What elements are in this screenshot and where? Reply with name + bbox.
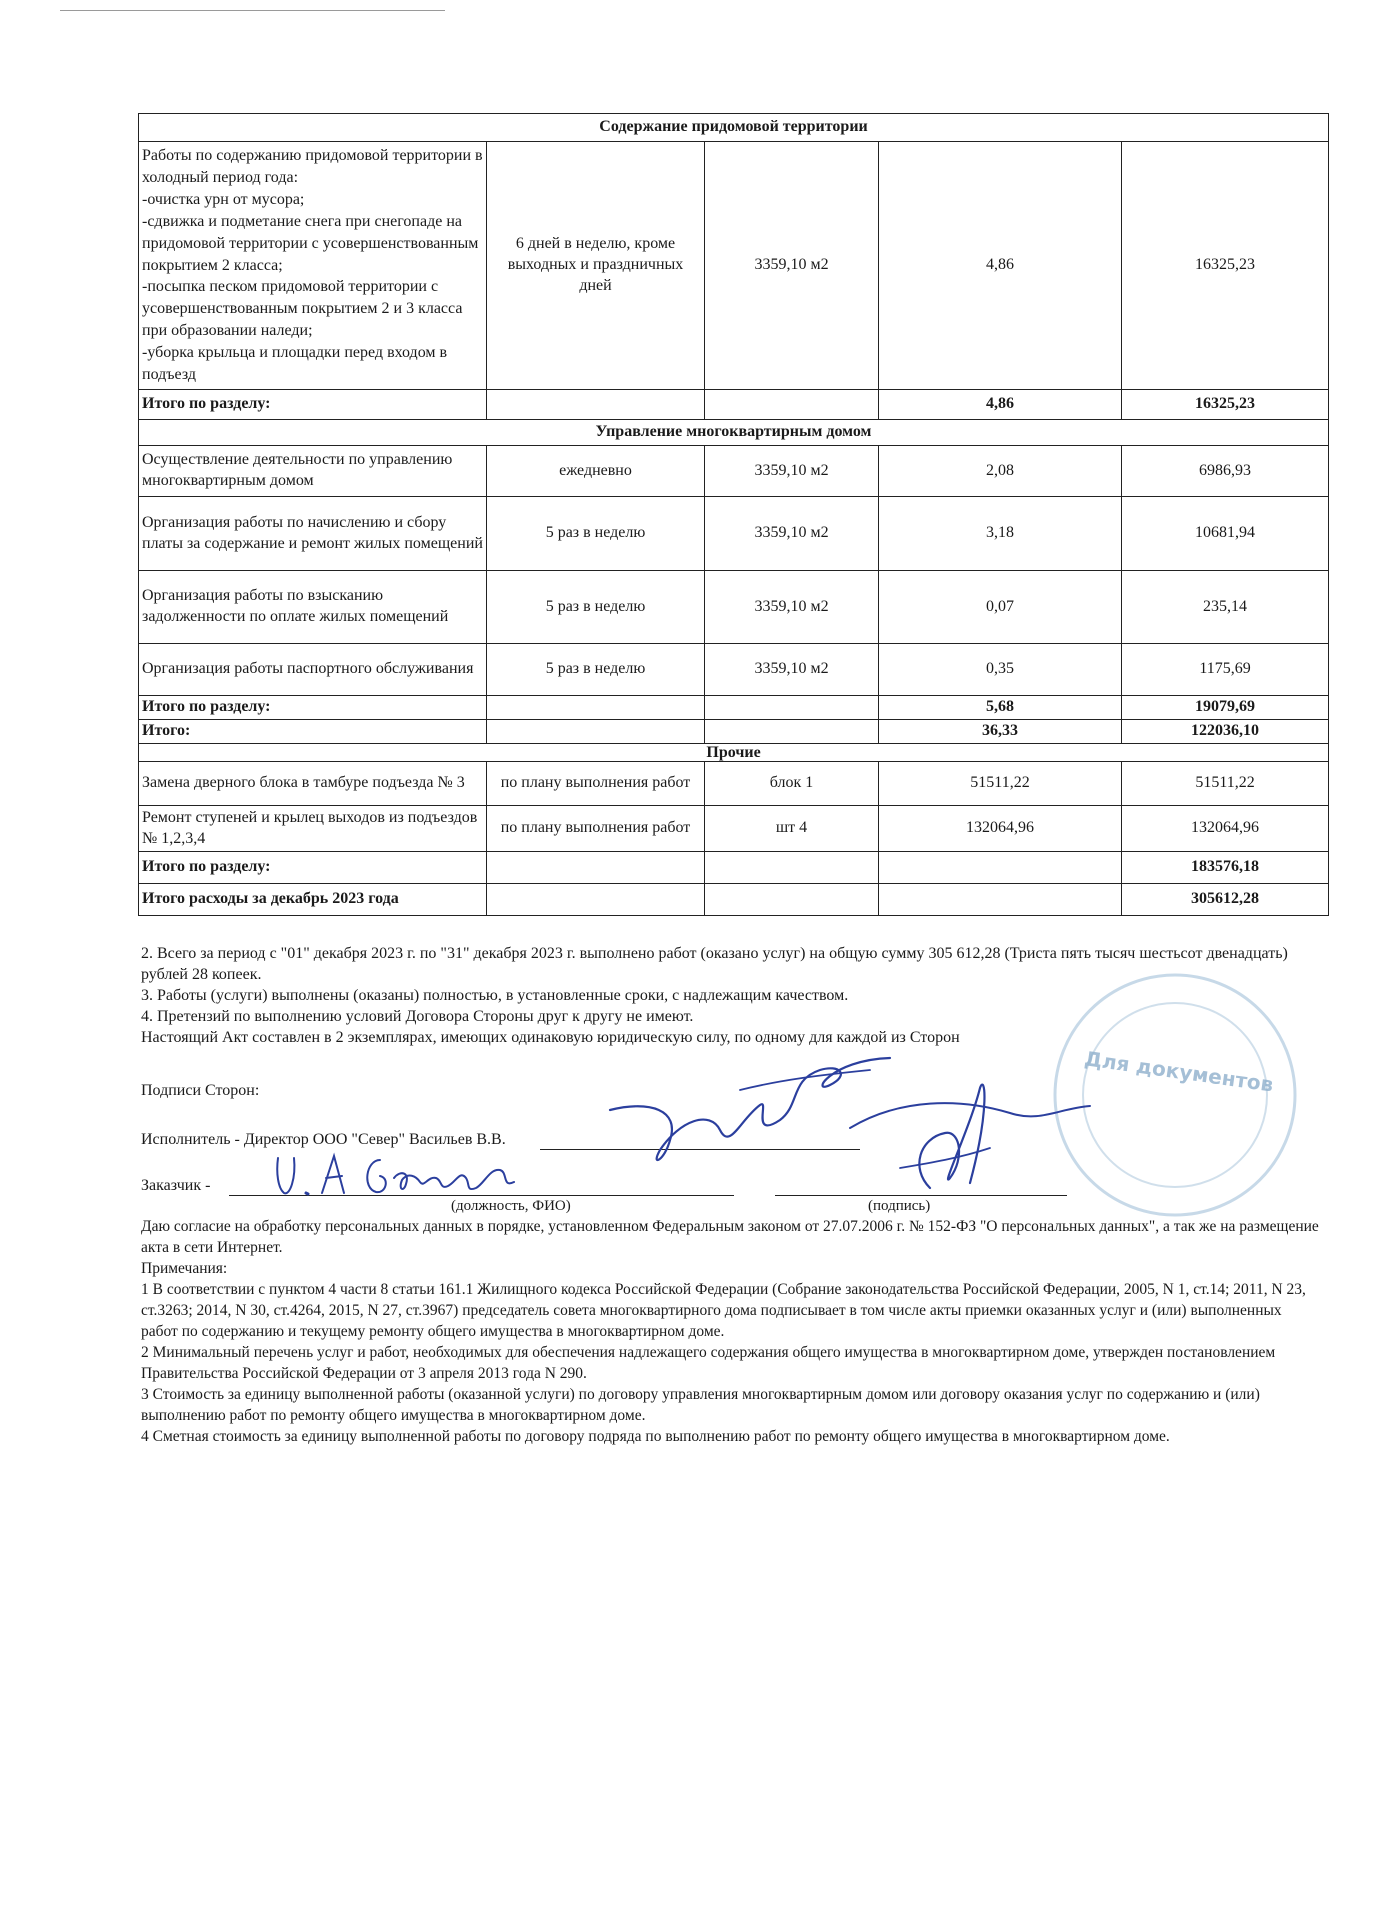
empty-cell: [487, 852, 705, 884]
december-total-label: Итого расходы за декабрь 2023 года: [139, 884, 487, 916]
signatures-heading: Подписи Сторон:: [141, 1082, 260, 1099]
table-row: [139, 762, 1329, 806]
section-header-territory: [139, 114, 1329, 142]
row-sum: 132064,96: [1122, 806, 1329, 852]
row-sum: 51511,22: [1122, 762, 1329, 806]
section-title: Управление многоквартирным домом: [139, 420, 1329, 446]
section-total-row: [139, 696, 1329, 720]
empty-cell: [879, 852, 1122, 884]
row-rate: 51511,22: [879, 762, 1122, 806]
row-description: Работы по содержанию придомовой территории в холодный период года: -очистка урн от мусора; -сдвижка и подметание снега при снегопаде на придомовой территории с усовершенствованным покрытием 2 класса; -посыпка песком придомовой территории с усовершенствованным покрытием 2 и 3 класса при образовании наледи; -уборка крыльца и площадки перед входом в подъезд: [139, 142, 487, 390]
note-item: 4 Сметная стоимость за единицу выполненной работы по договору подряда по выполнению работ по ремонту общего имущества в многоквартирном доме.: [141, 1428, 1170, 1445]
empty-cell: [705, 720, 879, 744]
statement-copies: Настоящий Акт составлен в 2 экземплярах, имеющих одинаковую юридическую силу, по одному для каждой из Сторон: [141, 1029, 960, 1046]
table-row: [139, 497, 1329, 571]
grand-total-rate: 36,33: [879, 720, 1122, 744]
row-frequency: по плану выполнения работ: [487, 806, 705, 852]
total-sum: 19079,69: [1122, 696, 1329, 720]
customer-signature: [840, 1068, 1100, 1198]
table-row: [139, 571, 1329, 644]
statement-quality: 3. Работы (услуги) выполнены (оказаны) полностью, в установленные сроки, с надлежащим качеством.: [141, 987, 849, 1004]
december-total-row: [139, 884, 1329, 916]
row-frequency: 5 раз в неделю: [487, 497, 705, 571]
empty-cell: [705, 852, 879, 884]
row-quantity: 3359,10 м2: [705, 644, 879, 696]
caption-sign: (подпись): [868, 1198, 931, 1214]
note-item: 1 В соответствии с пунктом 4 части 8 статьи 161.1 Жилищного кодекса Российской Федерации (Собрание законодательства Российской Федерации, 2005, N 1, ст.14; 2011, N 23, ст.3263; 2014, N 30, ст.4264, 2015, N 27, ст.3967) председатель совета многоквартирного дома подписывает в том числе акты приемки оказанных услуг и (или) выполненных работ по содержанию и текущему ремонту общего имущества в многоквартирном доме.: [141, 1281, 1306, 1340]
row-description: Организация работы паспортного обслуживания: [139, 644, 487, 696]
table-row: [139, 446, 1329, 497]
total-rate: 5,68: [879, 696, 1122, 720]
scan-edge-line: [60, 10, 445, 11]
table-row: [139, 806, 1329, 852]
total-label: Итого по разделу:: [139, 390, 487, 420]
table-row: [139, 142, 1329, 390]
section-total-row: [139, 852, 1329, 884]
row-quantity: 3359,10 м2: [705, 497, 879, 571]
row-quantity: 3359,10 м2: [705, 446, 879, 497]
notes-block: [141, 1216, 1321, 1447]
row-description: Организация работы по взысканию задолженности по оплате жилых помещений: [139, 571, 487, 644]
row-frequency: 5 раз в неделю: [487, 571, 705, 644]
row-rate: 0,35: [879, 644, 1122, 696]
customer-label: Заказчик -: [141, 1177, 211, 1194]
row-quantity: блок 1: [705, 762, 879, 806]
row-quantity: шт 4: [705, 806, 879, 852]
grand-total-row: [139, 720, 1329, 744]
empty-cell: [705, 390, 879, 420]
section-title: Содержание придомовой территории: [139, 114, 1329, 142]
empty-cell: [487, 720, 705, 744]
grand-total-sum: 122036,10: [1122, 720, 1329, 744]
section-header-management: [139, 420, 1329, 446]
statement-claims: 4. Претензий по выполнению условий Договора Стороны друг к другу не имеют.: [141, 1008, 694, 1025]
empty-cell: [487, 696, 705, 720]
empty-cell: [705, 696, 879, 720]
total-rate: 4,86: [879, 390, 1122, 420]
row-description: Ремонт ступеней и крылец выходов из подъездов № 1,2,3,4: [139, 806, 487, 852]
row-quantity: 3359,10 м2: [705, 142, 879, 390]
row-rate: 3,18: [879, 497, 1122, 571]
row-sum: 10681,94: [1122, 497, 1329, 571]
total-sum: 183576,18: [1122, 852, 1329, 884]
caption-position: (должность, ФИО): [451, 1198, 571, 1214]
empty-cell: [487, 884, 705, 916]
statement-total: 2. Всего за период с "01" декабря 2023 г. по "31" декабря 2023 г. выполнено работ (оказано услуг) на общую сумму 305 612,28 (Триста пять тысяч шестьсот двенадцать) рублей 28 копеек.: [141, 945, 1288, 983]
notes-heading: Примечания:: [141, 1260, 228, 1277]
row-frequency: 6 дней в неделю, кроме выходных и праздничных дней: [487, 142, 705, 390]
executor-label: Исполнитель - Директор ООО "Север" Васильев В.В.: [141, 1131, 506, 1148]
row-quantity: 3359,10 м2: [705, 571, 879, 644]
total-sum: 16325,23: [1122, 390, 1329, 420]
customer-handwritten-name: [270, 1148, 520, 1208]
note-item: 2 Минимальный перечень услуг и работ, необходимых для обеспечения надлежащего содержания общего имущества в многоквартирном доме, утвержден постановлением Правительства Российской Федерации от 3 апреля 2013 года N 290.: [141, 1344, 1276, 1382]
row-sum: 235,14: [1122, 571, 1329, 644]
total-label: Итого по разделу:: [139, 696, 487, 720]
empty-cell: [487, 390, 705, 420]
section-header-other: [139, 744, 1329, 762]
stamp-text-top: Для документов: [1082, 1046, 1275, 1097]
row-rate: 4,86: [879, 142, 1122, 390]
row-frequency: 5 раз в неделю: [487, 644, 705, 696]
row-frequency: ежедневно: [487, 446, 705, 497]
section-total-row: [139, 390, 1329, 420]
row-sum: 6986,93: [1122, 446, 1329, 497]
row-frequency: по плану выполнения работ: [487, 762, 705, 806]
total-label: Итого по разделу:: [139, 852, 487, 884]
empty-cell: [705, 884, 879, 916]
row-description: Организация работы по начислению и сбору платы за содержание и ремонт жилых помещений: [139, 497, 487, 571]
row-description: Осуществление деятельности по управлению многоквартирным домом: [139, 446, 487, 497]
row-description: Замена дверного блока в тамбуре подъезда № 3: [139, 762, 487, 806]
row-rate: 2,08: [879, 446, 1122, 497]
services-table: [138, 113, 1329, 916]
row-sum: 1175,69: [1122, 644, 1329, 696]
row-rate: 132064,96: [879, 806, 1122, 852]
grand-total-label: Итого:: [139, 720, 487, 744]
note-item: 3 Стоимость за единицу выполненной работы (оказанной услуги) по договору управления многоквартирным домом или договору оказания услуг по содержанию и (или) выполнению работ по ремонту общего имущества в многоквартирном доме.: [141, 1386, 1260, 1424]
table-row: [139, 644, 1329, 696]
empty-cell: [879, 884, 1122, 916]
row-rate: 0,07: [879, 571, 1122, 644]
consent-text: Даю согласие на обработку персональных данных в порядке, установленном Федеральным законом от 27.07.2006 г. № 152-ФЗ "О персональных данных", а так же на размещение акта в сети Интернет.: [141, 1218, 1319, 1256]
row-sum: 16325,23: [1122, 142, 1329, 390]
december-total-sum: 305612,28: [1122, 884, 1329, 916]
section-title: Прочие: [139, 744, 1329, 762]
